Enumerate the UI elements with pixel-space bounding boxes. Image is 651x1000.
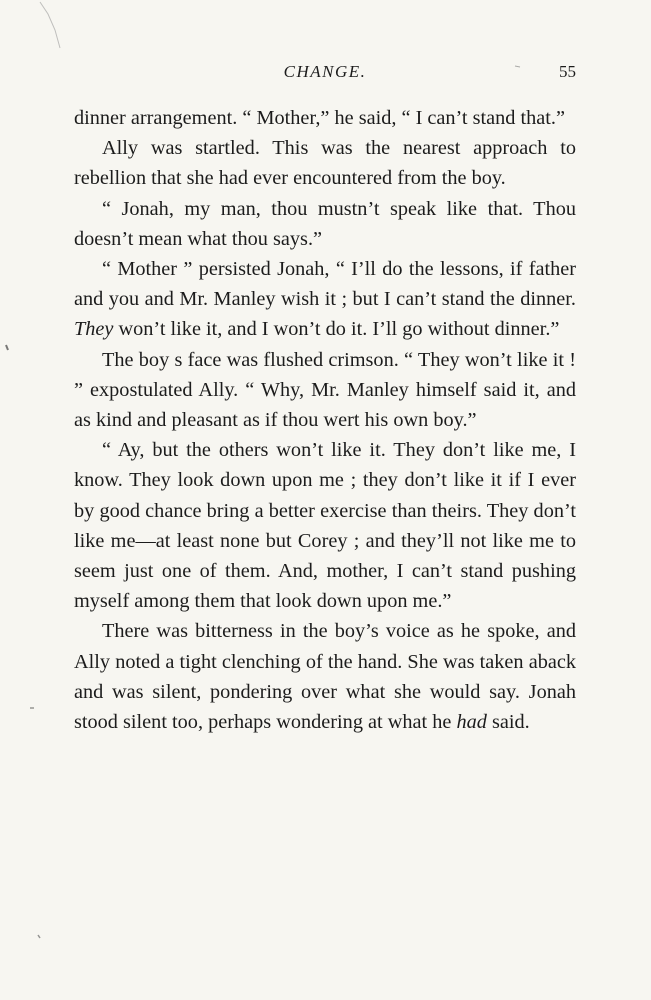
text-run: “ Ay, but the others won’t like it. They don’t like me, I know. They look down upon me ; they don’t like it if I ever by good chance bring a better exercise than theirs. They don’t like me—at least none but Corey ; and they’ll not like me to seem just one of them. And, mother, I can’t stand pushing myself among them that look down upon me.” [74, 439, 576, 613]
page-number: 55 [559, 62, 576, 81]
running-title: CHANGE. [283, 62, 367, 81]
body-text [74, 103, 576, 737]
text-run: “ Jonah, my man, thou mustn’t speak like that. Thou doesn’t mean what thou says.” [74, 197, 576, 250]
paragraph [74, 616, 576, 737]
text-run: There was bitterness in the boy’s voice as he spoke, and Ally noted a tight clenching of the hand. She was taken aback and was silent, pondering over what she would say. Jonah stood silent too, perhaps wondering at what he [74, 620, 576, 734]
paragraph [74, 133, 576, 193]
page-header [74, 58, 576, 88]
text-run: said. [486, 711, 530, 734]
paragraph [74, 194, 576, 254]
text-run: dinner arrangement. “ Mother,” he said, “ I can’t stand that.” [74, 107, 565, 129]
text-run: won’t like it, and I won’t do it. I’ll go without dinner.” [113, 318, 560, 341]
text-run: The boy s face was flushed crimson. “ They won’t like it ! ” expostulated Ally. “ Why, Mr. Manley himself said it, and as kind and pleasant as if thou wert his own boy.” [74, 348, 576, 432]
text-run: Ally was startled. This was the nearest approach to rebellion that she had ever encountered from the boy. [74, 137, 576, 190]
paragraph [74, 345, 576, 436]
italic-emphasis: had [456, 711, 487, 734]
paragraph [74, 435, 576, 616]
paragraph [74, 254, 576, 345]
italic-emphasis: They [74, 318, 114, 341]
text-run: “ Mother ” persisted Jonah, “ I’ll do the lessons, if father and you and Mr. Manley wish it ; but I can’t stand the dinner. [74, 258, 576, 311]
paragraph [74, 103, 576, 133]
